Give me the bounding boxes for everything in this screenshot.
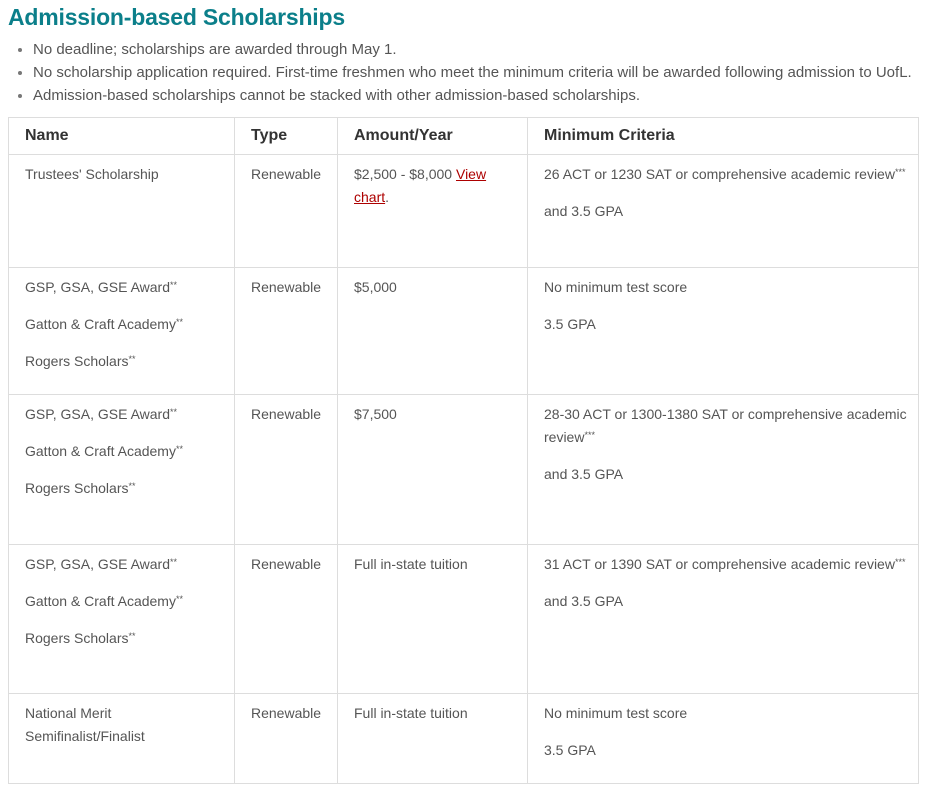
scholarship-name: GSP, GSA, GSE Award** bbox=[25, 556, 178, 572]
table-row bbox=[9, 268, 919, 395]
table-row bbox=[9, 155, 919, 268]
criteria-line: and 3.5 GPA bbox=[544, 203, 624, 219]
scholarship-name: GSP, GSA, GSE Award** bbox=[25, 279, 178, 295]
cell-amount: $7,500 bbox=[338, 395, 528, 545]
scholarship-table bbox=[8, 117, 919, 784]
info-item-deadline: No deadline; scholarships are awarded through May 1. bbox=[33, 38, 928, 61]
info-item-application: No scholarship application required. First-time freshmen who meet the minimum criteria will be awarded following admission to UofL. bbox=[33, 61, 928, 84]
table-row bbox=[9, 545, 919, 694]
cell-type: Renewable bbox=[235, 395, 338, 545]
scholarship-name: Rogers Scholars** bbox=[25, 630, 136, 646]
header-type: Type bbox=[235, 118, 338, 155]
cell-name bbox=[9, 268, 235, 395]
criteria-line: 3.5 GPA bbox=[544, 742, 596, 758]
scholarship-name: Gatton & Craft Academy** bbox=[25, 593, 183, 609]
scholarship-name: Gatton & Craft Academy** bbox=[25, 443, 183, 459]
criteria-line: 3.5 GPA bbox=[544, 316, 596, 332]
cell-name bbox=[9, 395, 235, 545]
cell-type: Renewable bbox=[235, 545, 338, 694]
header-name: Name bbox=[9, 118, 235, 155]
scholarship-name: Rogers Scholars** bbox=[25, 353, 136, 369]
info-item-stacking: Admission-based scholarships cannot be stacked with other admission-based scholarships. bbox=[33, 84, 928, 107]
table-row bbox=[9, 694, 919, 784]
scholarship-name: Gatton & Craft Academy** bbox=[25, 316, 183, 332]
cell-name bbox=[9, 545, 235, 694]
criteria-line: 31 ACT or 1390 SAT or comprehensive academic review*** bbox=[544, 556, 906, 572]
header-criteria: Minimum Criteria bbox=[528, 118, 919, 155]
criteria-line: and 3.5 GPA bbox=[544, 593, 624, 609]
cell-type: Renewable bbox=[235, 694, 338, 784]
criteria-line: 28-30 ACT or 1300-1380 SAT or comprehensive academic review*** bbox=[544, 406, 907, 445]
cell-criteria bbox=[528, 268, 919, 395]
criteria-line: No minimum test score bbox=[544, 279, 688, 295]
cell-type: Renewable bbox=[235, 155, 338, 268]
page-title: Admission-based Scholarships bbox=[8, 4, 345, 30]
cell-amount: $5,000 bbox=[338, 268, 528, 395]
cell-name bbox=[9, 155, 235, 268]
scholarship-name: National Merit Semifinalist/Finalist bbox=[25, 705, 145, 744]
criteria-line: 26 ACT or 1230 SAT or comprehensive academic review*** bbox=[544, 166, 906, 182]
table-row bbox=[9, 395, 919, 545]
cell-name bbox=[9, 694, 235, 784]
cell-criteria bbox=[528, 545, 919, 694]
cell-type: Renewable bbox=[235, 268, 338, 395]
info-list bbox=[8, 38, 928, 107]
view-chart-link[interactable]: View chart bbox=[354, 166, 487, 205]
scholarship-name: Rogers Scholars** bbox=[25, 480, 136, 496]
cell-amount: Full in-state tuition bbox=[338, 545, 528, 694]
criteria-line: and 3.5 GPA bbox=[544, 466, 624, 482]
scholarship-name: GSP, GSA, GSE Award** bbox=[25, 406, 178, 422]
amount-value: $2,500 - $8,000 bbox=[354, 166, 453, 182]
criteria-line: No minimum test score bbox=[544, 705, 688, 721]
cell-criteria bbox=[528, 395, 919, 545]
scholarship-name: Trustees' Scholarship bbox=[25, 166, 159, 182]
header-amount: Amount/Year bbox=[338, 118, 528, 155]
cell-amount: $2,500 - $8,000 View chart. bbox=[338, 155, 528, 268]
table-header-row bbox=[9, 118, 919, 155]
cell-criteria bbox=[528, 694, 919, 784]
cell-amount: Full in-state tuition bbox=[338, 694, 528, 784]
cell-criteria bbox=[528, 155, 919, 268]
